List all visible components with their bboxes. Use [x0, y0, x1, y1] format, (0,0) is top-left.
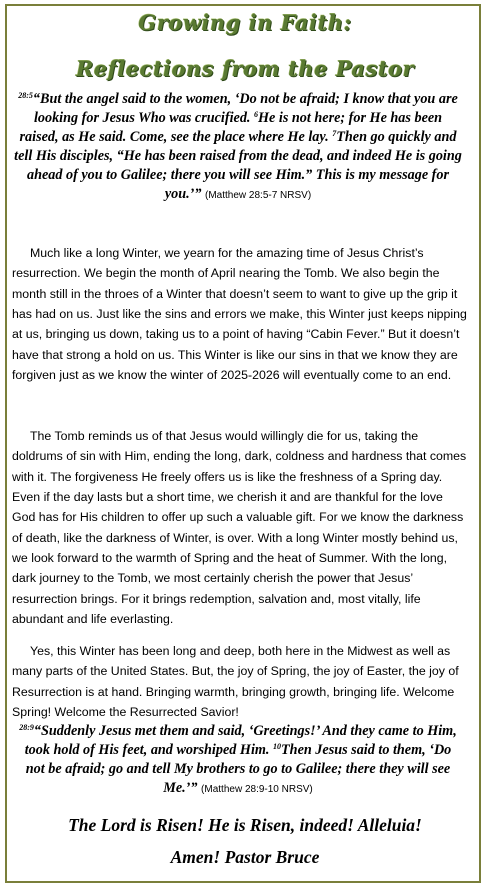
verse-number: 28:9 [19, 723, 34, 732]
scripture-reference: (Matthew 28:5-7 NRSV) [205, 190, 312, 202]
scripture-text: Then go quickly and tell His disciples, “He has been raised from the dead, and indeed He is going ahead of you to Galilee; there you will see Him.” This is my message for you.’” [14, 129, 462, 203]
verse-number: 10 [273, 742, 282, 752]
scripture-text: Then Jesus said to them, ‘Do not be afraid; go and tell My brothers to go to Galilee; there they will see Me.’” [25, 742, 452, 797]
closing-proclamation: The Lord is Risen! He is Risen, indeed! Alleluia! [68, 815, 422, 835]
verse-number: 7 [332, 129, 337, 139]
title-line-2: Reflections from the Pastor [75, 56, 415, 81]
body-paragraph-3 [12, 641, 468, 722]
paragraph-text: Much like a long Winter, we yearn for the amazing time of Jesus Christ’s resurrection. We begin the month of April nearing the Tomb. We also begin the month still in the throes of a Winter that doesn’t seem to want to give up the grip it has had on us. Just like the sins and errors we make, this Winter just keeps nipping at us, bringing us down, taking us to a point of having “Cabin Fever.” But it doesn’t have that strong a hold on us. This Winter is like our sins in that we know they are forgiven just as we know the winter of 2025-2026 will eventually come to an end. [12, 246, 467, 383]
verse-number: 6 [254, 110, 259, 120]
scripture-text: “Suddenly Jesus met them and said, ‘Greetings!’ And they came to Him, took hold of His feet, and worshiped Him. [24, 723, 457, 759]
scripture-reference: (Matthew 28:9-10 NRSV) [201, 784, 313, 796]
paragraph-text: The Tomb reminds us of that Jesus would willingly die for us, taking the doldrums of sin with Him, ending the long, dark, coldness and hardness that comes with it. The forgiveness He freely offers us is like the freshness of a Spring day. Even if the day lasts but a short time, we cherish it and are thankful for the love God has for His children to offer up such a valuable gift. For we know the darkness of death, like the darkness of Winter, is over. With a long Winter mostly behind us, we look forward to the warmth of Spring and the heat of Summer. With the long, dark journey to the Tomb, we most certainly cherish the power that Jesus’ resurrection brings. For it brings redemption, salvation and, most vitally, life abundant and life everlasting. [12, 429, 467, 627]
paragraph-text: Yes, this Winter has been long and deep, both here in the Midwest as well as many parts of the United States. But, the joy of Spring, the joy of Easter, the joy of Resurrection is at hand. Bringing warmth, bringing growth, bringing life. Welcome Spring! Welcome the Resurrected Savior! [12, 644, 459, 720]
closing-scripture [14, 722, 462, 799]
body-paragraph-1 [12, 243, 468, 385]
body-paragraph-2 [12, 426, 468, 629]
title-line-1: Growing in Faith: [138, 10, 352, 35]
scripture-text: “But the angel said to the women, ‘Do not be afraid; I know that you are looking for Jesus Who was crucified. [32, 91, 458, 127]
opening-scripture [14, 90, 462, 206]
closing-signature: Amen! Pastor Bruce [170, 847, 320, 867]
verse-number: 28:5 [18, 91, 33, 100]
scripture-text: He is not here; for He has been raised, as He said. Come, see the place where He lay. [19, 110, 443, 146]
